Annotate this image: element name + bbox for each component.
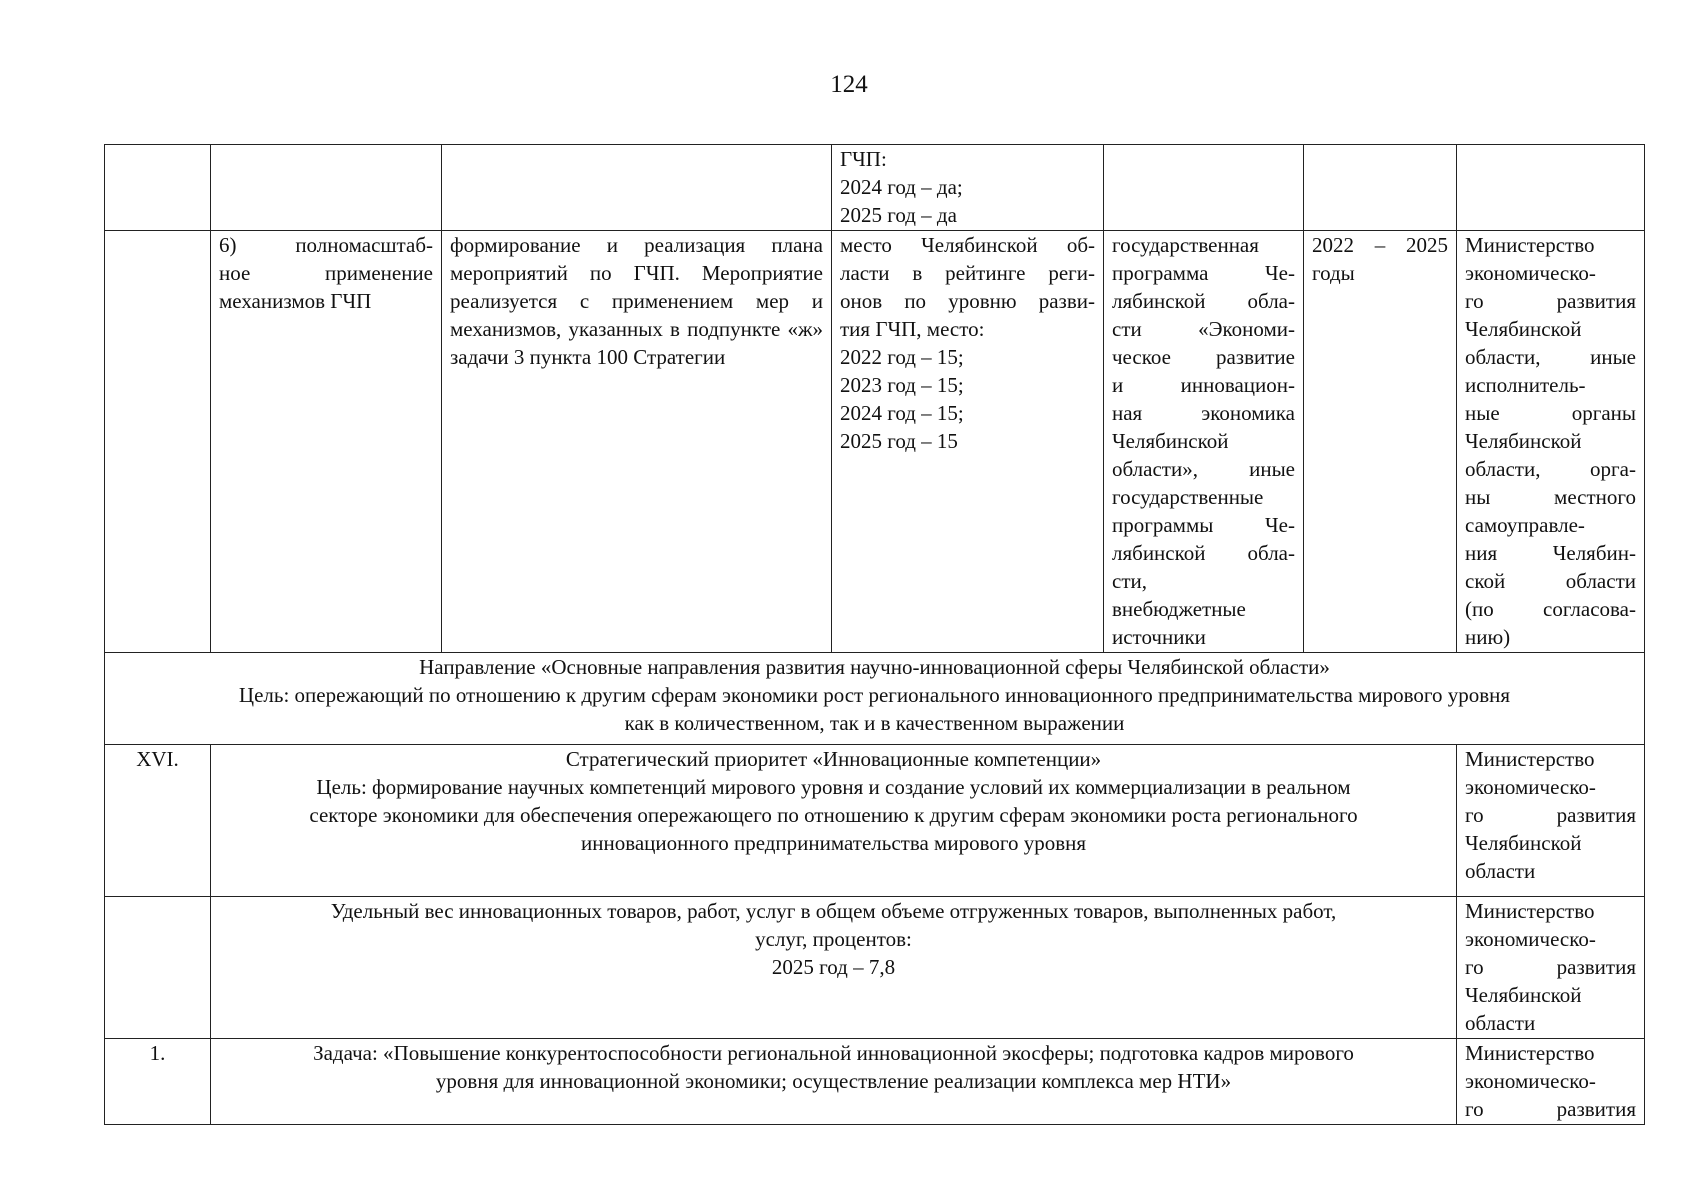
executor-line: Челябинской bbox=[1465, 317, 1582, 341]
program-line: программа Че- bbox=[1112, 261, 1295, 285]
share-indicator-line: 2025 год – 7,8 bbox=[771, 955, 896, 979]
cell-priority bbox=[211, 745, 1457, 897]
measure-name-line: ное применение bbox=[219, 261, 433, 285]
measure-name-line: 6) полномасштаб- bbox=[219, 233, 433, 257]
cell-empty bbox=[442, 145, 832, 231]
program-line: сти, bbox=[1112, 569, 1147, 593]
table-row-continuation bbox=[105, 145, 1645, 231]
program-line: ная экономика bbox=[1112, 401, 1295, 425]
executor-line: го развития bbox=[1465, 1097, 1636, 1121]
table-row-direction bbox=[105, 653, 1645, 745]
executor-line: го развития bbox=[1465, 289, 1636, 313]
indicator-line: 2024 год – да; bbox=[840, 175, 963, 199]
indicator-line: ГЧП: bbox=[840, 147, 887, 171]
cell-priority-number: XVI. bbox=[105, 745, 211, 897]
cell-period bbox=[1304, 231, 1457, 653]
executor-line: Министерство bbox=[1465, 899, 1595, 923]
executor-line: экономическо- bbox=[1465, 1069, 1596, 1093]
program-line: и инновацион- bbox=[1112, 373, 1295, 397]
cell-empty bbox=[105, 231, 211, 653]
program-line: области», иные bbox=[1112, 457, 1295, 481]
indicator-line: тия ГЧП, место: bbox=[840, 317, 985, 341]
executor-line: экономическо- bbox=[1465, 927, 1596, 951]
program-line: лябинской обла- bbox=[1112, 541, 1295, 565]
executor-line: Челябинской bbox=[1465, 429, 1582, 453]
executor-line: ны местного bbox=[1465, 485, 1636, 509]
cell-indicator bbox=[832, 145, 1104, 231]
cell-direction bbox=[105, 653, 1645, 745]
share-indicator-line: услуг, процентов: bbox=[755, 927, 912, 951]
measure-name-line: механизмов ГЧП bbox=[219, 289, 372, 313]
executor-line: го развития bbox=[1465, 803, 1636, 827]
cell-empty bbox=[1457, 145, 1645, 231]
executor-line: нию) bbox=[1465, 625, 1511, 649]
priority-goal-line: секторе экономики для обеспечения опережающего по отношению к другим сферам экономики роста регионального bbox=[309, 803, 1358, 827]
executor-line: Челябинской bbox=[1465, 831, 1582, 855]
executor-line: области bbox=[1465, 1011, 1536, 1035]
table-row-task-1 bbox=[105, 1039, 1645, 1125]
cell-executor bbox=[1457, 1039, 1645, 1125]
direction-goal-line: Цель: опережающий по отношению к другим сферам экономики рост регионального инновационного предпринимательства мирового уровня bbox=[238, 683, 1511, 707]
indicator-line: 2022 год – 15; bbox=[840, 345, 964, 369]
executor-line: ния Челябин- bbox=[1465, 541, 1636, 565]
task-line: уровня для инновационной экономики; осуществление реализации комплекса мер НТИ» bbox=[435, 1069, 1232, 1093]
cell-empty bbox=[211, 145, 442, 231]
share-indicator-line: Удельный вес инновационных товаров, работ, услуг в общем объеме отгруженных товаров, выполненных работ, bbox=[330, 899, 1337, 923]
indicator-line: место Челябинской об- bbox=[840, 233, 1095, 257]
period-line: 2022 – 2025 bbox=[1312, 233, 1448, 257]
page-number: 124 bbox=[830, 71, 868, 98]
executor-line: Министерство bbox=[1465, 1041, 1595, 1065]
executor-line: экономическо- bbox=[1465, 775, 1596, 799]
indicator-line: 2025 год – 15 bbox=[840, 429, 958, 453]
executor-line: (по согласова- bbox=[1465, 597, 1636, 621]
executor-line: области bbox=[1465, 859, 1536, 883]
indicator-line: 2025 год – да bbox=[840, 203, 957, 227]
cell-executor bbox=[1457, 897, 1645, 1039]
strategy-plan-table bbox=[104, 144, 1645, 1125]
cell-measure-name bbox=[211, 231, 442, 653]
cell-program bbox=[1104, 231, 1304, 653]
table-row-share-indicator bbox=[105, 897, 1645, 1039]
indicator-line: 2024 год – 15; bbox=[840, 401, 964, 425]
priority-goal-line: инновационного предпринимательства мирового уровня bbox=[580, 831, 1087, 855]
cell-executor bbox=[1457, 745, 1645, 897]
table-row-measure-6 bbox=[105, 231, 1645, 653]
cell-share-indicator bbox=[211, 897, 1457, 1039]
priority-title: Стратегический приоритет «Инновационные компетенции» bbox=[565, 747, 1102, 771]
program-line: источники bbox=[1112, 625, 1206, 649]
executor-line: Министерство bbox=[1465, 747, 1595, 771]
cell-measure-description: формирование и реализация плана мероприятий по ГЧП. Мероприятие реализуется с применением мер и механизмов, указанных в подпункте «ж» задачи 3 пункта 100 Стратегии bbox=[442, 231, 832, 653]
cell-empty bbox=[105, 897, 211, 1039]
program-line: внебюджетные bbox=[1112, 597, 1246, 621]
executor-line: Челябинской bbox=[1465, 983, 1582, 1007]
executor-line: Министерство bbox=[1465, 233, 1595, 257]
cell-executor bbox=[1457, 231, 1645, 653]
cell-empty bbox=[1104, 145, 1304, 231]
cell-empty bbox=[105, 145, 211, 231]
direction-title: Направление «Основные направления развития научно-инновационной сферы Челябинской области» bbox=[419, 655, 1330, 679]
priority-goal-line: Цель: формирование научных компетенций мирового уровня и создание условий их коммерциализации в реальном bbox=[316, 775, 1351, 799]
program-line: программы Че- bbox=[1112, 513, 1295, 537]
executor-line: самоуправле- bbox=[1465, 513, 1585, 537]
cell-indicator bbox=[832, 231, 1104, 653]
executor-line: области, орга- bbox=[1465, 457, 1636, 481]
period-line: годы bbox=[1312, 261, 1355, 285]
program-line: государственная bbox=[1112, 233, 1259, 257]
executor-line: ской области bbox=[1465, 569, 1636, 593]
executor-line: экономическо- bbox=[1465, 261, 1596, 285]
program-line: лябинской обла- bbox=[1112, 289, 1295, 313]
executor-line: исполнитель- bbox=[1465, 373, 1586, 397]
direction-goal-line: как в количественном, так и в качественном выражении bbox=[624, 711, 1125, 735]
indicator-line: онов по уровню разви- bbox=[840, 289, 1095, 313]
executor-line: ные органы bbox=[1465, 401, 1636, 425]
cell-task-number: 1. bbox=[105, 1039, 211, 1125]
executor-line: го развития bbox=[1465, 955, 1636, 979]
task-line: Задача: «Повышение конкурентоспособности региональной инновационной экосферы; подготовка кадров мирового bbox=[313, 1041, 1354, 1065]
table-row-priority bbox=[105, 745, 1645, 897]
cell-task bbox=[211, 1039, 1457, 1125]
program-line: государственные bbox=[1112, 485, 1264, 509]
program-line: сти «Экономи- bbox=[1112, 317, 1295, 341]
indicator-line: 2023 год – 15; bbox=[840, 373, 964, 397]
program-line: ческое развитие bbox=[1112, 345, 1295, 369]
cell-empty bbox=[1304, 145, 1457, 231]
indicator-line: ласти в рейтинге реги- bbox=[840, 261, 1095, 285]
program-line: Челябинской bbox=[1112, 429, 1229, 453]
executor-line: области, иные bbox=[1465, 345, 1636, 369]
